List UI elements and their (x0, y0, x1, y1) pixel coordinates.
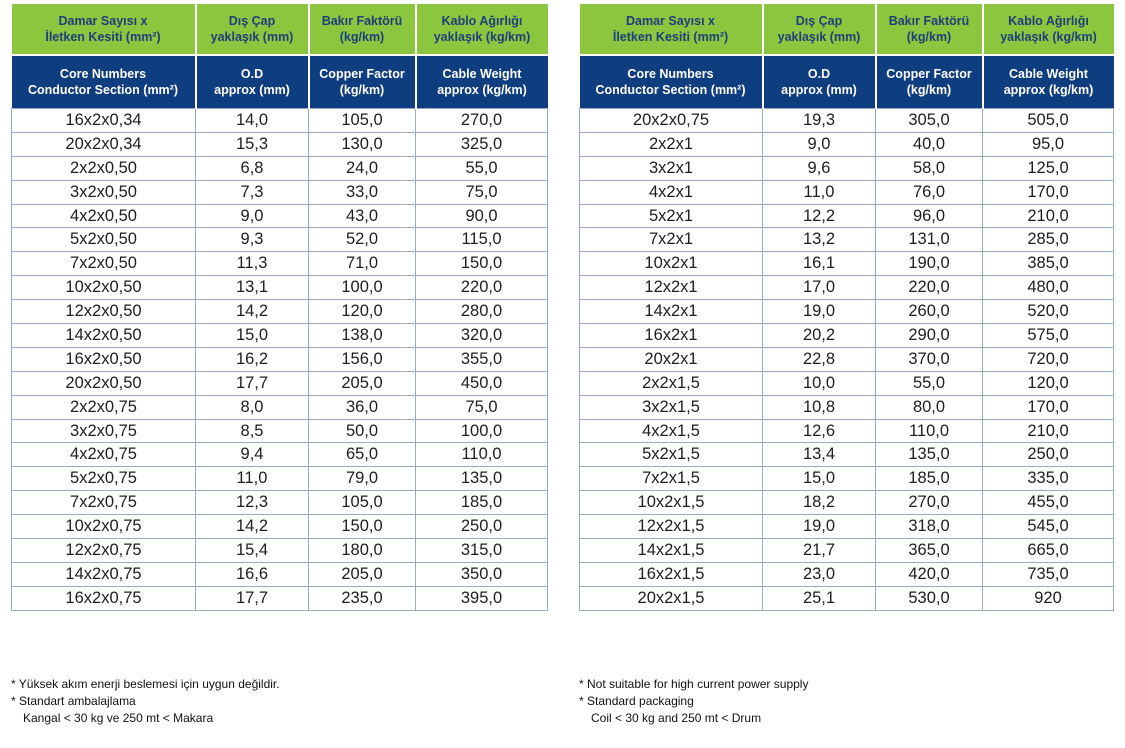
cell-cable-weight: 920 (983, 586, 1114, 610)
cell-copper-factor: 180,0 (309, 539, 416, 563)
cell-copper-factor: 24,0 (309, 156, 416, 180)
cell-core-section: 4x2x1 (580, 180, 763, 204)
table-row (580, 562, 1114, 586)
cell-od: 11,0 (763, 180, 876, 204)
cell-od: 23,0 (763, 562, 876, 586)
table-row (580, 300, 1114, 324)
cell-cable-weight: 110,0 (416, 443, 548, 467)
cell-copper-factor: 365,0 (876, 539, 983, 563)
cell-od: 19,3 (763, 109, 876, 133)
header-cable-weight-tr: Kablo Ağırlığı yaklaşık (kg/km) (416, 4, 548, 55)
cell-cable-weight: 100,0 (416, 419, 548, 443)
cell-core-section: 2x2x1 (580, 132, 763, 156)
cell-copper-factor: 130,0 (309, 132, 416, 156)
cell-cable-weight: 55,0 (416, 156, 548, 180)
cell-od: 10,8 (763, 395, 876, 419)
cell-copper-factor: 138,0 (309, 324, 416, 348)
cell-core-section: 10x2x0,50 (12, 276, 196, 300)
cell-cable-weight: 455,0 (983, 491, 1114, 515)
cell-od: 7,3 (196, 180, 309, 204)
table-row (580, 539, 1114, 563)
table-row (12, 156, 548, 180)
cell-core-section: 16x2x1 (580, 324, 763, 348)
footnote-not-suitable-tr: * Yüksek akım enerji beslemesi için uygun değildir. (11, 677, 280, 691)
table-row (580, 132, 1114, 156)
table-row (580, 491, 1114, 515)
cell-copper-factor: 110,0 (876, 419, 983, 443)
cell-cable-weight: 735,0 (983, 562, 1114, 586)
cell-copper-factor: 50,0 (309, 419, 416, 443)
table-row (12, 276, 548, 300)
cell-copper-factor: 150,0 (309, 515, 416, 539)
cell-core-section: 4x2x1,5 (580, 419, 763, 443)
cell-copper-factor: 33,0 (309, 180, 416, 204)
cell-cable-weight: 220,0 (416, 276, 548, 300)
cell-copper-factor: 305,0 (876, 109, 983, 133)
table-body-left (12, 109, 548, 611)
cell-cable-weight: 135,0 (416, 467, 548, 491)
cell-od: 22,8 (763, 347, 876, 371)
table-row (580, 443, 1114, 467)
cell-core-section: 3x2x1,5 (580, 395, 763, 419)
cell-od: 25,1 (763, 586, 876, 610)
cell-cable-weight: 170,0 (983, 180, 1114, 204)
cell-cable-weight: 75,0 (416, 395, 548, 419)
cell-copper-factor: 43,0 (309, 204, 416, 228)
header-cable-weight-en: Cable Weight approx (kg/km) (416, 55, 548, 109)
cell-copper-factor: 65,0 (309, 443, 416, 467)
cell-core-section: 16x2x0,75 (12, 586, 196, 610)
cell-core-section: 7x2x0,75 (12, 491, 196, 515)
cell-core-section: 10x2x1,5 (580, 491, 763, 515)
table-row (12, 204, 548, 228)
cell-copper-factor: 76,0 (876, 180, 983, 204)
cell-od: 14,2 (196, 515, 309, 539)
cell-copper-factor: 420,0 (876, 562, 983, 586)
cell-core-section: 2x2x1,5 (580, 371, 763, 395)
cell-cable-weight: 450,0 (416, 371, 548, 395)
cell-od: 11,3 (196, 252, 309, 276)
table-row (12, 515, 548, 539)
table-row (580, 228, 1114, 252)
cell-copper-factor: 58,0 (876, 156, 983, 180)
table-row (580, 419, 1114, 443)
table-body-right (580, 109, 1114, 611)
table-row (12, 586, 548, 610)
cell-od: 9,3 (196, 228, 309, 252)
cell-od: 9,6 (763, 156, 876, 180)
cell-cable-weight: 120,0 (983, 371, 1114, 395)
header-row-turkish (580, 4, 1114, 55)
cell-copper-factor: 52,0 (309, 228, 416, 252)
cell-core-section: 20x2x0,50 (12, 371, 196, 395)
cell-cable-weight: 520,0 (983, 300, 1114, 324)
table-row (12, 467, 548, 491)
header-od-tr: Dış Çap yaklaşık (mm) (196, 4, 309, 55)
cell-cable-weight: 335,0 (983, 467, 1114, 491)
table-row (12, 300, 548, 324)
cell-od: 14,0 (196, 109, 309, 133)
cell-od: 11,0 (196, 467, 309, 491)
cell-copper-factor: 370,0 (876, 347, 983, 371)
header-cable-weight-en: Cable Weight approx (kg/km) (983, 55, 1114, 109)
cell-cable-weight: 95,0 (983, 132, 1114, 156)
table-row (12, 419, 548, 443)
cell-od: 12,3 (196, 491, 309, 515)
header-od-en: O.D approx (mm) (196, 55, 309, 109)
cell-cable-weight: 75,0 (416, 180, 548, 204)
table-row (12, 228, 548, 252)
table-row (12, 347, 548, 371)
footnote-packaging-detail-en: Coil < 30 kg and 250 mt < Drum (591, 711, 762, 725)
cell-core-section: 16x2x0,34 (12, 109, 196, 133)
cell-cable-weight: 115,0 (416, 228, 548, 252)
cell-core-section: 10x2x0,75 (12, 515, 196, 539)
cable-spec-table-left (11, 4, 548, 611)
cell-core-section: 14x2x1,5 (580, 539, 763, 563)
table-row (12, 132, 548, 156)
cell-cable-weight: 355,0 (416, 347, 548, 371)
cell-copper-factor: 220,0 (876, 276, 983, 300)
header-copper-factor-en: Copper Factor (kg/km) (309, 55, 416, 109)
table-row (12, 109, 548, 133)
cell-cable-weight: 185,0 (416, 491, 548, 515)
cell-core-section: 12x2x1,5 (580, 515, 763, 539)
cell-core-section: 4x2x0,75 (12, 443, 196, 467)
cell-core-section: 12x2x1 (580, 276, 763, 300)
cell-copper-factor: 131,0 (876, 228, 983, 252)
cell-core-section: 4x2x0,50 (12, 204, 196, 228)
cell-od: 17,7 (196, 371, 309, 395)
cell-copper-factor: 120,0 (309, 300, 416, 324)
cell-copper-factor: 205,0 (309, 371, 416, 395)
cell-core-section: 20x2x1,5 (580, 586, 763, 610)
cell-copper-factor: 71,0 (309, 252, 416, 276)
cell-copper-factor: 156,0 (309, 347, 416, 371)
table-row (580, 586, 1114, 610)
header-od-en: O.D approx (mm) (763, 55, 876, 109)
cell-core-section: 2x2x0,75 (12, 395, 196, 419)
cell-copper-factor: 80,0 (876, 395, 983, 419)
cell-core-section: 14x2x0,75 (12, 562, 196, 586)
header-row-english (12, 55, 548, 109)
cell-cable-weight: 270,0 (416, 109, 548, 133)
table-row (580, 467, 1114, 491)
cell-od: 15,4 (196, 539, 309, 563)
cell-od: 15,0 (196, 324, 309, 348)
cell-od: 13,4 (763, 443, 876, 467)
table-row (12, 395, 548, 419)
table-row (580, 395, 1114, 419)
cell-od: 12,2 (763, 204, 876, 228)
table-row (12, 252, 548, 276)
cell-cable-weight: 285,0 (983, 228, 1114, 252)
cell-cable-weight: 210,0 (983, 204, 1114, 228)
cell-od: 21,7 (763, 539, 876, 563)
table-row (580, 515, 1114, 539)
cell-copper-factor: 135,0 (876, 443, 983, 467)
cell-core-section: 20x2x0,75 (580, 109, 763, 133)
cell-cable-weight: 250,0 (983, 443, 1114, 467)
header-copper-factor-tr: Bakır Faktörü (kg/km) (876, 4, 983, 55)
cell-copper-factor: 260,0 (876, 300, 983, 324)
cell-od: 18,2 (763, 491, 876, 515)
cell-od: 8,0 (196, 395, 309, 419)
header-cable-weight-tr: Kablo Ağırlığı yaklaşık (kg/km) (983, 4, 1114, 55)
table-row (12, 324, 548, 348)
cell-od: 13,2 (763, 228, 876, 252)
cell-od: 16,6 (196, 562, 309, 586)
footnotes-turkish (11, 676, 280, 727)
cell-cable-weight: 280,0 (416, 300, 548, 324)
cell-copper-factor: 105,0 (309, 109, 416, 133)
cell-cable-weight: 210,0 (983, 419, 1114, 443)
cell-od: 8,5 (196, 419, 309, 443)
cell-od: 10,0 (763, 371, 876, 395)
header-core-section-tr: Damar Sayısı x İletken Kesiti (mm²) (12, 4, 196, 55)
header-core-section-tr: Damar Sayısı x İletken Kesiti (mm²) (580, 4, 763, 55)
footnote-packaging-detail-tr: Kangal < 30 kg ve 250 mt < Makara (23, 711, 214, 725)
cell-copper-factor: 105,0 (309, 491, 416, 515)
header-core-section-en: Core Numbers Conductor Section (mm²) (580, 55, 763, 109)
cell-core-section: 3x2x1 (580, 156, 763, 180)
header-copper-factor-tr: Bakır Faktörü (kg/km) (309, 4, 416, 55)
cell-cable-weight: 720,0 (983, 347, 1114, 371)
cell-copper-factor: 235,0 (309, 586, 416, 610)
cell-copper-factor: 185,0 (876, 467, 983, 491)
cell-copper-factor: 96,0 (876, 204, 983, 228)
cell-od: 13,1 (196, 276, 309, 300)
cell-od: 9,0 (763, 132, 876, 156)
cell-core-section: 5x2x1 (580, 204, 763, 228)
cell-core-section: 5x2x1,5 (580, 443, 763, 467)
cell-copper-factor: 530,0 (876, 586, 983, 610)
table-row (580, 180, 1114, 204)
footnote-not-suitable-en: * Not suitable for high current power supply (579, 677, 809, 691)
cell-od: 16,1 (763, 252, 876, 276)
cell-cable-weight: 315,0 (416, 539, 548, 563)
cell-copper-factor: 190,0 (876, 252, 983, 276)
cell-od: 20,2 (763, 324, 876, 348)
cell-core-section: 14x2x1 (580, 300, 763, 324)
cell-cable-weight: 150,0 (416, 252, 548, 276)
cell-od: 15,3 (196, 132, 309, 156)
cable-spec-table-right (579, 4, 1114, 611)
cell-core-section: 2x2x0,50 (12, 156, 196, 180)
cell-core-section: 7x2x1,5 (580, 467, 763, 491)
cell-core-section: 14x2x0,50 (12, 324, 196, 348)
header-copper-factor-en: Copper Factor (kg/km) (876, 55, 983, 109)
header-core-section-en: Core Numbers Conductor Section (mm²) (12, 55, 196, 109)
table-row (580, 109, 1114, 133)
table-row (580, 252, 1114, 276)
cell-cable-weight: 170,0 (983, 395, 1114, 419)
table-row (580, 324, 1114, 348)
table-row (12, 180, 548, 204)
cell-cable-weight: 385,0 (983, 252, 1114, 276)
table-row (580, 204, 1114, 228)
cell-cable-weight: 250,0 (416, 515, 548, 539)
table-row (12, 443, 548, 467)
cell-od: 17,7 (196, 586, 309, 610)
cell-copper-factor: 290,0 (876, 324, 983, 348)
cell-cable-weight: 575,0 (983, 324, 1114, 348)
cell-od: 6,8 (196, 156, 309, 180)
cell-copper-factor: 318,0 (876, 515, 983, 539)
cell-od: 17,0 (763, 276, 876, 300)
cell-core-section: 7x2x1 (580, 228, 763, 252)
cell-copper-factor: 36,0 (309, 395, 416, 419)
header-row-english (580, 55, 1114, 109)
cell-cable-weight: 480,0 (983, 276, 1114, 300)
cell-core-section: 5x2x0,75 (12, 467, 196, 491)
cell-core-section: 16x2x1,5 (580, 562, 763, 586)
table-row (580, 276, 1114, 300)
cell-cable-weight: 320,0 (416, 324, 548, 348)
cell-copper-factor: 270,0 (876, 491, 983, 515)
header-row-turkish (12, 4, 548, 55)
cell-cable-weight: 90,0 (416, 204, 548, 228)
table-row (580, 371, 1114, 395)
cell-copper-factor: 100,0 (309, 276, 416, 300)
cell-cable-weight: 545,0 (983, 515, 1114, 539)
cell-copper-factor: 55,0 (876, 371, 983, 395)
cell-cable-weight: 665,0 (983, 539, 1114, 563)
cell-od: 9,4 (196, 443, 309, 467)
cell-od: 14,2 (196, 300, 309, 324)
footnotes-english (579, 676, 808, 727)
table-row (12, 562, 548, 586)
table-row (580, 347, 1114, 371)
cell-core-section: 3x2x0,75 (12, 419, 196, 443)
cell-cable-weight: 395,0 (416, 586, 548, 610)
table-row (580, 156, 1114, 180)
cell-core-section: 5x2x0,50 (12, 228, 196, 252)
header-od-tr: Dış Çap yaklaşık (mm) (763, 4, 876, 55)
cell-core-section: 7x2x0,50 (12, 252, 196, 276)
cell-od: 19,0 (763, 515, 876, 539)
cell-core-section: 12x2x0,50 (12, 300, 196, 324)
cell-od: 9,0 (196, 204, 309, 228)
cell-core-section: 16x2x0,50 (12, 347, 196, 371)
cell-od: 16,2 (196, 347, 309, 371)
table-row (12, 371, 548, 395)
table-row (12, 491, 548, 515)
cell-core-section: 20x2x0,34 (12, 132, 196, 156)
cell-core-section: 10x2x1 (580, 252, 763, 276)
footnote-standard-packaging-tr: * Standart ambalajlama (11, 694, 136, 708)
cell-cable-weight: 350,0 (416, 562, 548, 586)
cell-cable-weight: 325,0 (416, 132, 548, 156)
cell-copper-factor: 79,0 (309, 467, 416, 491)
cell-core-section: 12x2x0,75 (12, 539, 196, 563)
cell-od: 15,0 (763, 467, 876, 491)
cell-od: 12,6 (763, 419, 876, 443)
cell-cable-weight: 505,0 (983, 109, 1114, 133)
footnote-standard-packaging-en: * Standard packaging (579, 694, 694, 708)
cell-od: 19,0 (763, 300, 876, 324)
cell-core-section: 20x2x1 (580, 347, 763, 371)
cell-copper-factor: 205,0 (309, 562, 416, 586)
cell-cable-weight: 125,0 (983, 156, 1114, 180)
cell-core-section: 3x2x0,50 (12, 180, 196, 204)
table-row (12, 539, 548, 563)
cell-copper-factor: 40,0 (876, 132, 983, 156)
